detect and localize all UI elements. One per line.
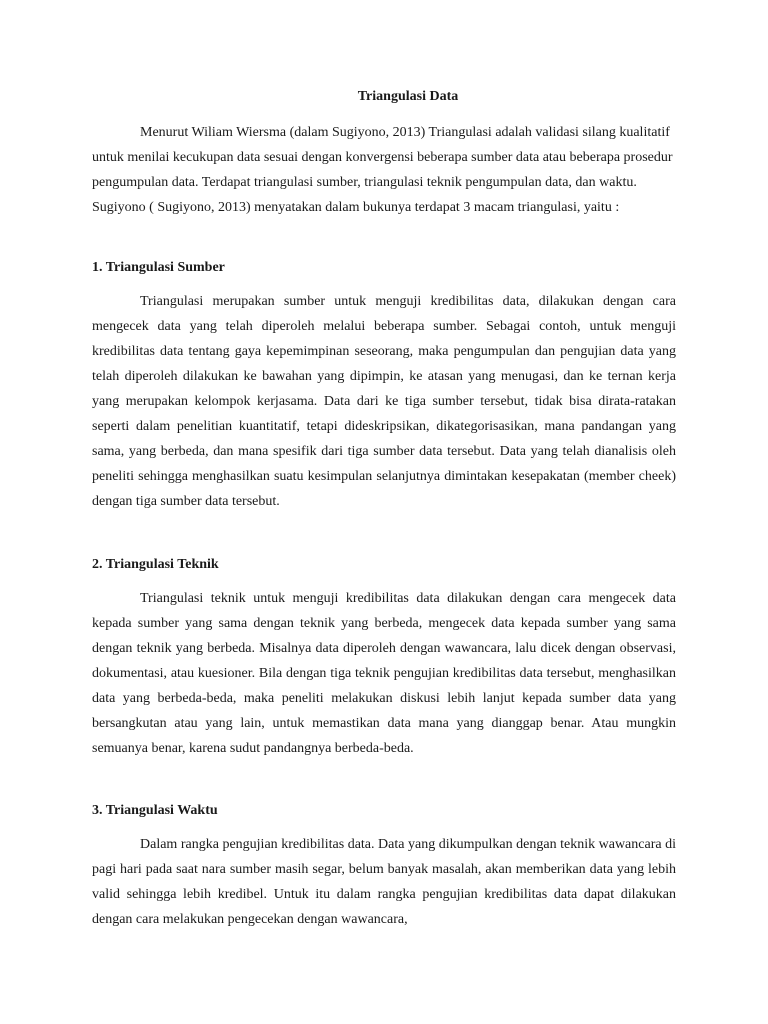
intro-paragraph: Menurut Wiliam Wiersma (dalam Sugiyono, 2013) Triangulasi adalah validasi silang kualitatif untuk menilai kecukupan data sesuai dengan konvergensi beberapa sumber data atau beberapa prosedur pengumpulan data. Terdapat triangulasi sumber, triangulasi teknik pengumpulan data, dan waktu. Sugiyono ( Sugiyono, 2013) menyatakan dalam bukunya terdapat 3 macam triangulasi, yaitu : [92,125,673,215]
section-heading-teknik: 2. Triangulasi Teknik [92,557,219,572]
document-title: Triangulasi Data [357,89,459,104]
section-heading-waktu: 3. Triangulasi Waktu [92,803,218,818]
document-page [92,0,676,1024]
section-heading-sumber: 1. Triangulasi Sumber [92,260,225,275]
section-body-waktu: Dalam rangka pengujian kredibilitas data. Data yang dikumpulkan dengan teknik wawancara di pagi hari pada saat nara sumber masih segar, belum banyak masalah, akan memberikan data yang lebih valid sehingga lebih kredibel. Untuk itu dalam rangka pengujian kredibilitas data dapat dilakukan dengan cara melakukan pengecekan dengan wawancara, [92,837,676,927]
section-body-teknik: Triangulasi teknik untuk menguji kredibilitas data dilakukan dengan cara mengecek data kepada sumber yang sama dengan teknik yang berbeda, mengecek data kepada sumber yang sama dengan teknik yang berbeda. Misalnya data diperoleh dengan wawancara, lalu dicek dengan observasi, dokumentasi, atau kuesioner. Bila dengan tiga teknik pengujian kredibilitas data tersebut, menghasilkan data yang berbeda-beda, maka peneliti melakukan diskusi lebih lanjut kepada sumber data yang bersangkutan atau yang lain, untuk memastikan data mana yang dianggap benar. Atau mungkin semuanya benar, karena sudut pandangnya berbeda-beda. [92,591,676,756]
section-body-sumber: Triangulasi merupakan sumber untuk menguji kredibilitas data, dilakukan dengan cara mengecek data yang telah diperoleh melalui beberapa sumber. Sebagai contoh, untuk menguji kredibilitas data tentang gaya kepemimpinan seseorang, maka pengumpulan dan pengujian data yang telah diperoleh dilakukan ke bawahan yang dipimpin, ke atasan yang menugasi, dan ke ternan kerja yang merupakan kelompok kerjasama. Data dari ke tiga sumber tersebut, tidak bisa dirata-ratakan seperti dalam penelitian kuantitatif, tetapi dideskripsikan, dikategorisasikan, mana pandangan yang sama, yang berbeda, dan mana spesifik dari tiga sumber data tersebut. Data yang telah dianalisis oleh peneliti sehingga menghasilkan suatu kesimpulan selanjutnya dimintakan kesepakatan (member cheek) dengan tiga sumber data tersebut. [92,294,676,509]
